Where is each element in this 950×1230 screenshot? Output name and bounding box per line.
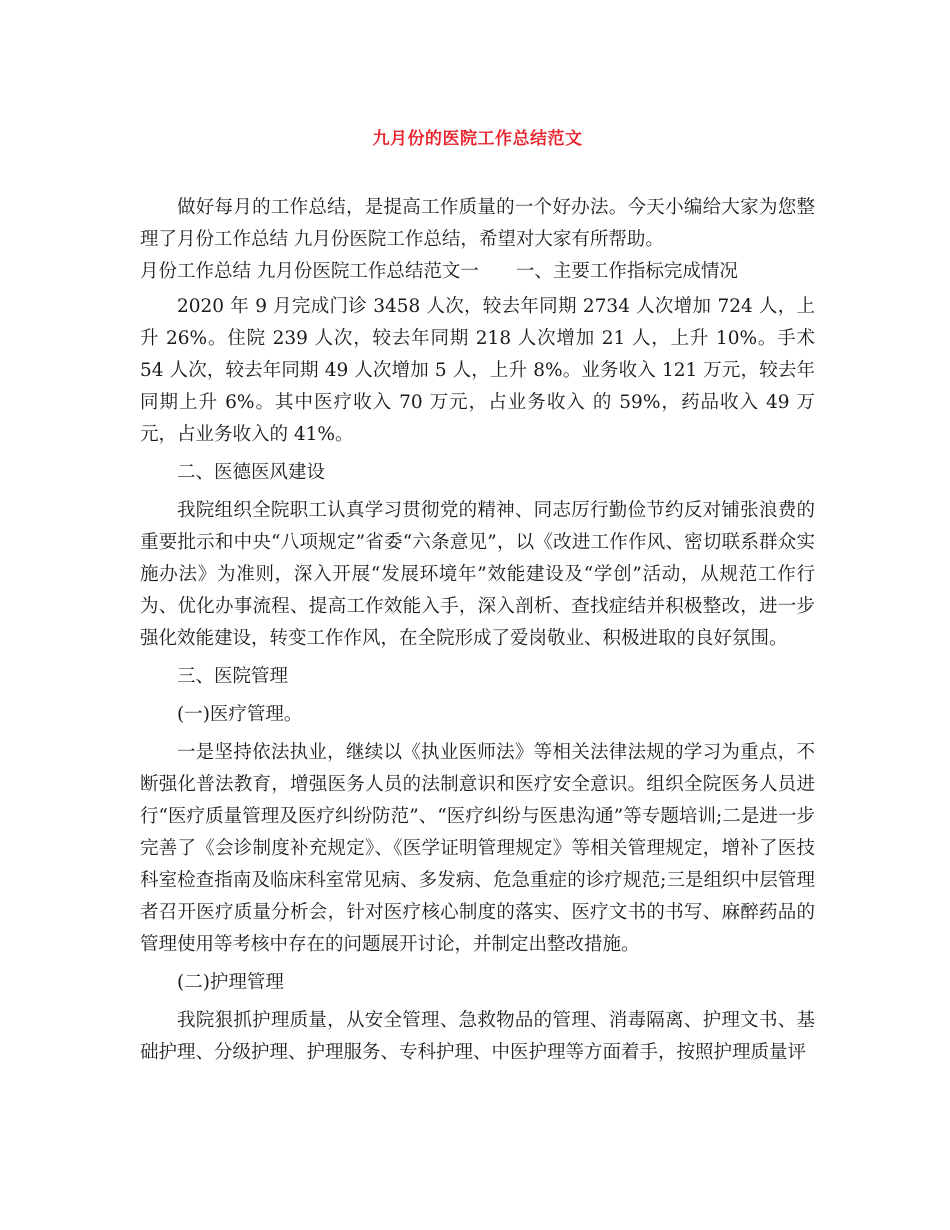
indicators-paragraph: 2020 年 9 月完成门诊 3458 人次，较去年同期 2734 人次增加 724 人，上升 26%。住院 239 人次，较去年同期 218 人次增加 21 人，上升 10%。手术 54 人次，较去年同期 49 人次增加 5 人，上升 8%。业务收入 121 万元，较去年同期上升 6%。其中医疗收入 70 万元，占业务收入 的 59%，药品收入 49 万元，占业务收入的 41%。: [140, 296, 815, 445]
nursing-management-paragraph: 我院狠抓护理质量，从安全管理、急救物品的管理、消毒隔离、护理文书、基础护理、分级护理、护理服务、专科护理、中医护理等方面着手，按照护理质量评: [140, 1010, 815, 1063]
subheading-nursing-management: (二)护理管理: [177, 972, 284, 993]
intro-paragraph: 做好每月的工作总结，是提高工作质量的一个好办法。今天小编给大家为您整理了月份工作总结 九月份医院工作总结，希望对大家有所帮助。: [140, 197, 815, 250]
document-body: [140, 192, 815, 1069]
medical-management-paragraph: 一是坚持依法执业，继续以《执业医师法》等相关法律法规的学习为重点，不断强化普法教育，增强医务人员的法制意识和医疗安全意识。组织全院医务人员进行“医疗质量管理及医疗纠纷防范”、“医疗纠纷与医患沟通”等专题培训;二是进一步完善了《会诊制度补充规定》、《医学证明管理规定》等相关管理规定，增补了医技科室检查指南及临床科室常见病、多发病、危急重症的诊疗规范;三是组织中层管理者召开医疗质量分析会，针对医疗核心制度的落实、医疗文书的书写、麻醉药品的管理使用等考核中存在的问题展开讨论，并制定出整改措施。: [140, 742, 815, 955]
document-title: 九月份的医院工作总结范文: [372, 129, 583, 149]
section-heading-line: 月份工作总结 九月份医院工作总结范文一 一、主要工作指标完成情况: [140, 261, 738, 282]
section-heading-ethics: 二、医德医风建设: [177, 462, 326, 483]
section-heading-management: 三、医院管理: [177, 666, 289, 687]
subheading-medical-management: (一)医疗管理。: [177, 704, 303, 725]
ethics-paragraph: 我院组织全院职工认真学习贯彻党的精神、同志厉行勤俭节约反对铺张浪费的重要批示和中央“八项规定”省委“六条意见”，以《改进工作作风、密切联系群众实施办法》为准则，深入开展“发展环境年”效能建设及“学创”活动，从规范工作行为、优化办事流程、提高工作效能入手，深入剖析、查找症结并积极整改，进一步强化效能建设，转变工作作风，在全院形成了爱岗敬业、积极进取的良好氛围。: [140, 500, 815, 649]
